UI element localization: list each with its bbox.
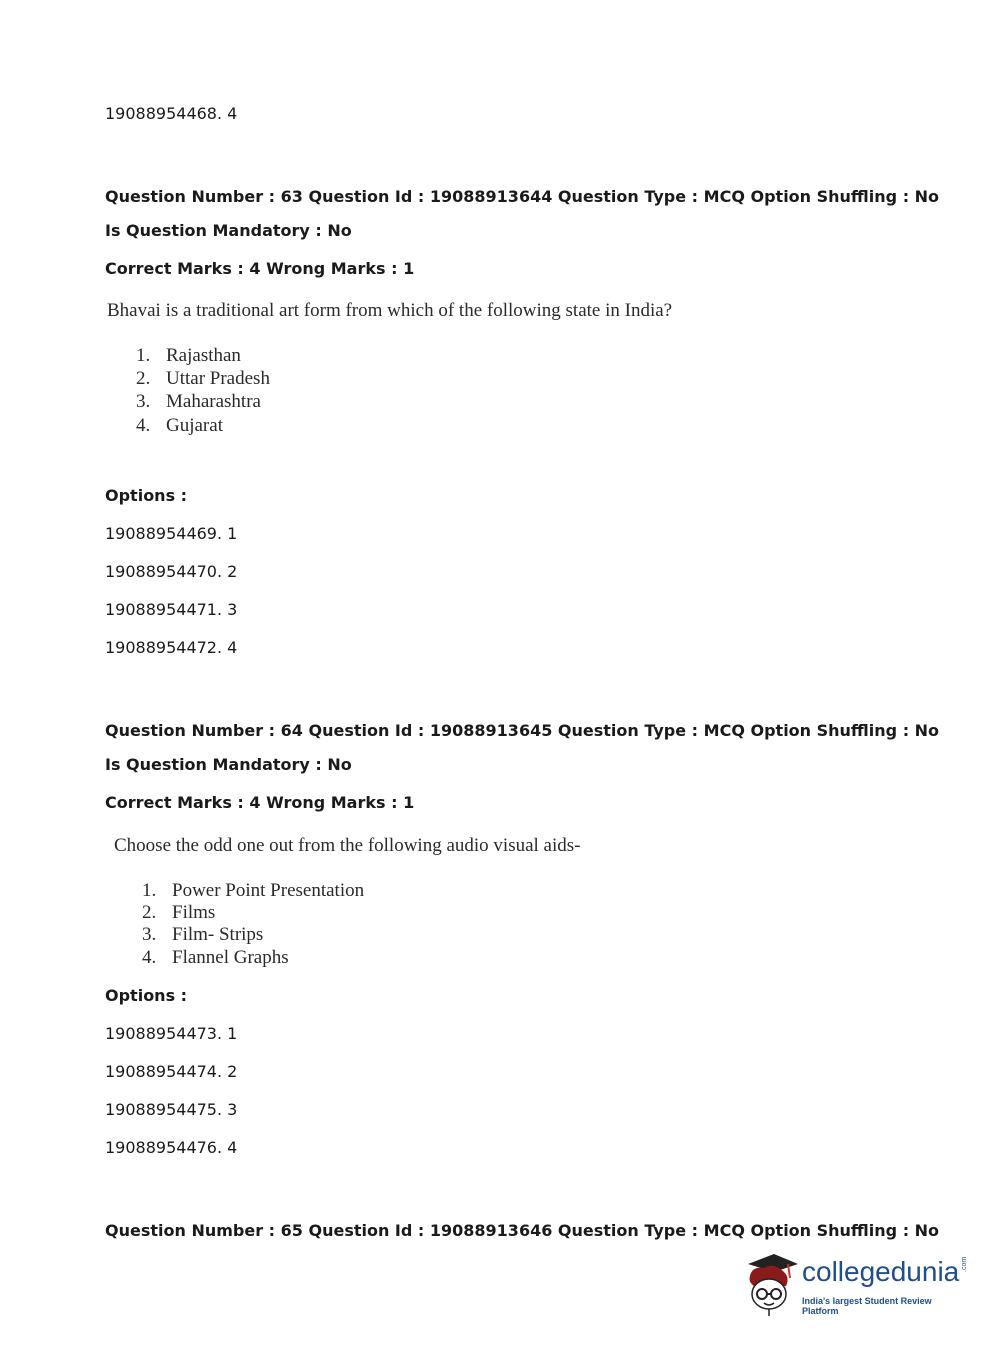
choice-item: 4. Gujarat bbox=[136, 415, 223, 436]
question-text: Choose the odd one out from the following audio visual aids- bbox=[114, 835, 581, 856]
question-marks: Correct Marks : 4 Wrong Marks : 1 bbox=[105, 259, 415, 278]
option-item: 19088954470. 2 bbox=[105, 562, 238, 581]
student-mascot-icon bbox=[740, 1250, 800, 1320]
options-label: Options : bbox=[105, 486, 188, 505]
option-item: 19088954476. 4 bbox=[105, 1138, 238, 1157]
collegedunia-logo[interactable] bbox=[740, 1250, 970, 1320]
option-item: 19088954472. 4 bbox=[105, 638, 238, 657]
option-item: 19088954475. 3 bbox=[105, 1100, 238, 1119]
choice-item: 1. Power Point Presentation bbox=[142, 880, 365, 901]
question-header: Question Number : 65 Question Id : 19088913646 Question Type : MCQ Option Shuffling : No bbox=[105, 1221, 940, 1240]
choice-item: 3. Maharashtra bbox=[136, 391, 261, 412]
option-item: 19088954468. 4 bbox=[105, 104, 238, 123]
option-item: 19088954469. 1 bbox=[105, 524, 238, 543]
question-header: Question Number : 64 Question Id : 19088913645 Question Type : MCQ Option Shuffling : No bbox=[105, 721, 940, 740]
choice-item: 4. Flannel Graphs bbox=[142, 947, 289, 968]
options-label: Options : bbox=[105, 986, 188, 1005]
choice-item: 2. Films bbox=[142, 902, 216, 923]
choice-item: 1. Rajasthan bbox=[136, 345, 241, 366]
option-item: 19088954473. 1 bbox=[105, 1024, 238, 1043]
logo-wordmark: collegedunia bbox=[802, 1256, 960, 1287]
logo-tagline: India's largest Student Review Platform bbox=[802, 1296, 932, 1316]
question-mandatory: Is Question Mandatory : No bbox=[105, 221, 352, 240]
question-header: Question Number : 63 Question Id : 19088913644 Question Type : MCQ Option Shuffling : No bbox=[105, 187, 940, 206]
choice-item: 3. Film- Strips bbox=[142, 924, 264, 945]
option-item: 19088954474. 2 bbox=[105, 1062, 238, 1081]
option-item: 19088954471. 3 bbox=[105, 600, 238, 619]
logo-domain: .com bbox=[961, 1256, 968, 1272]
question-marks: Correct Marks : 4 Wrong Marks : 1 bbox=[105, 793, 415, 812]
question-text: Bhavai is a traditional art form from which of the following state in India? bbox=[107, 300, 673, 321]
choice-item: 2. Uttar Pradesh bbox=[136, 368, 270, 389]
question-mandatory: Is Question Mandatory : No bbox=[105, 755, 352, 774]
